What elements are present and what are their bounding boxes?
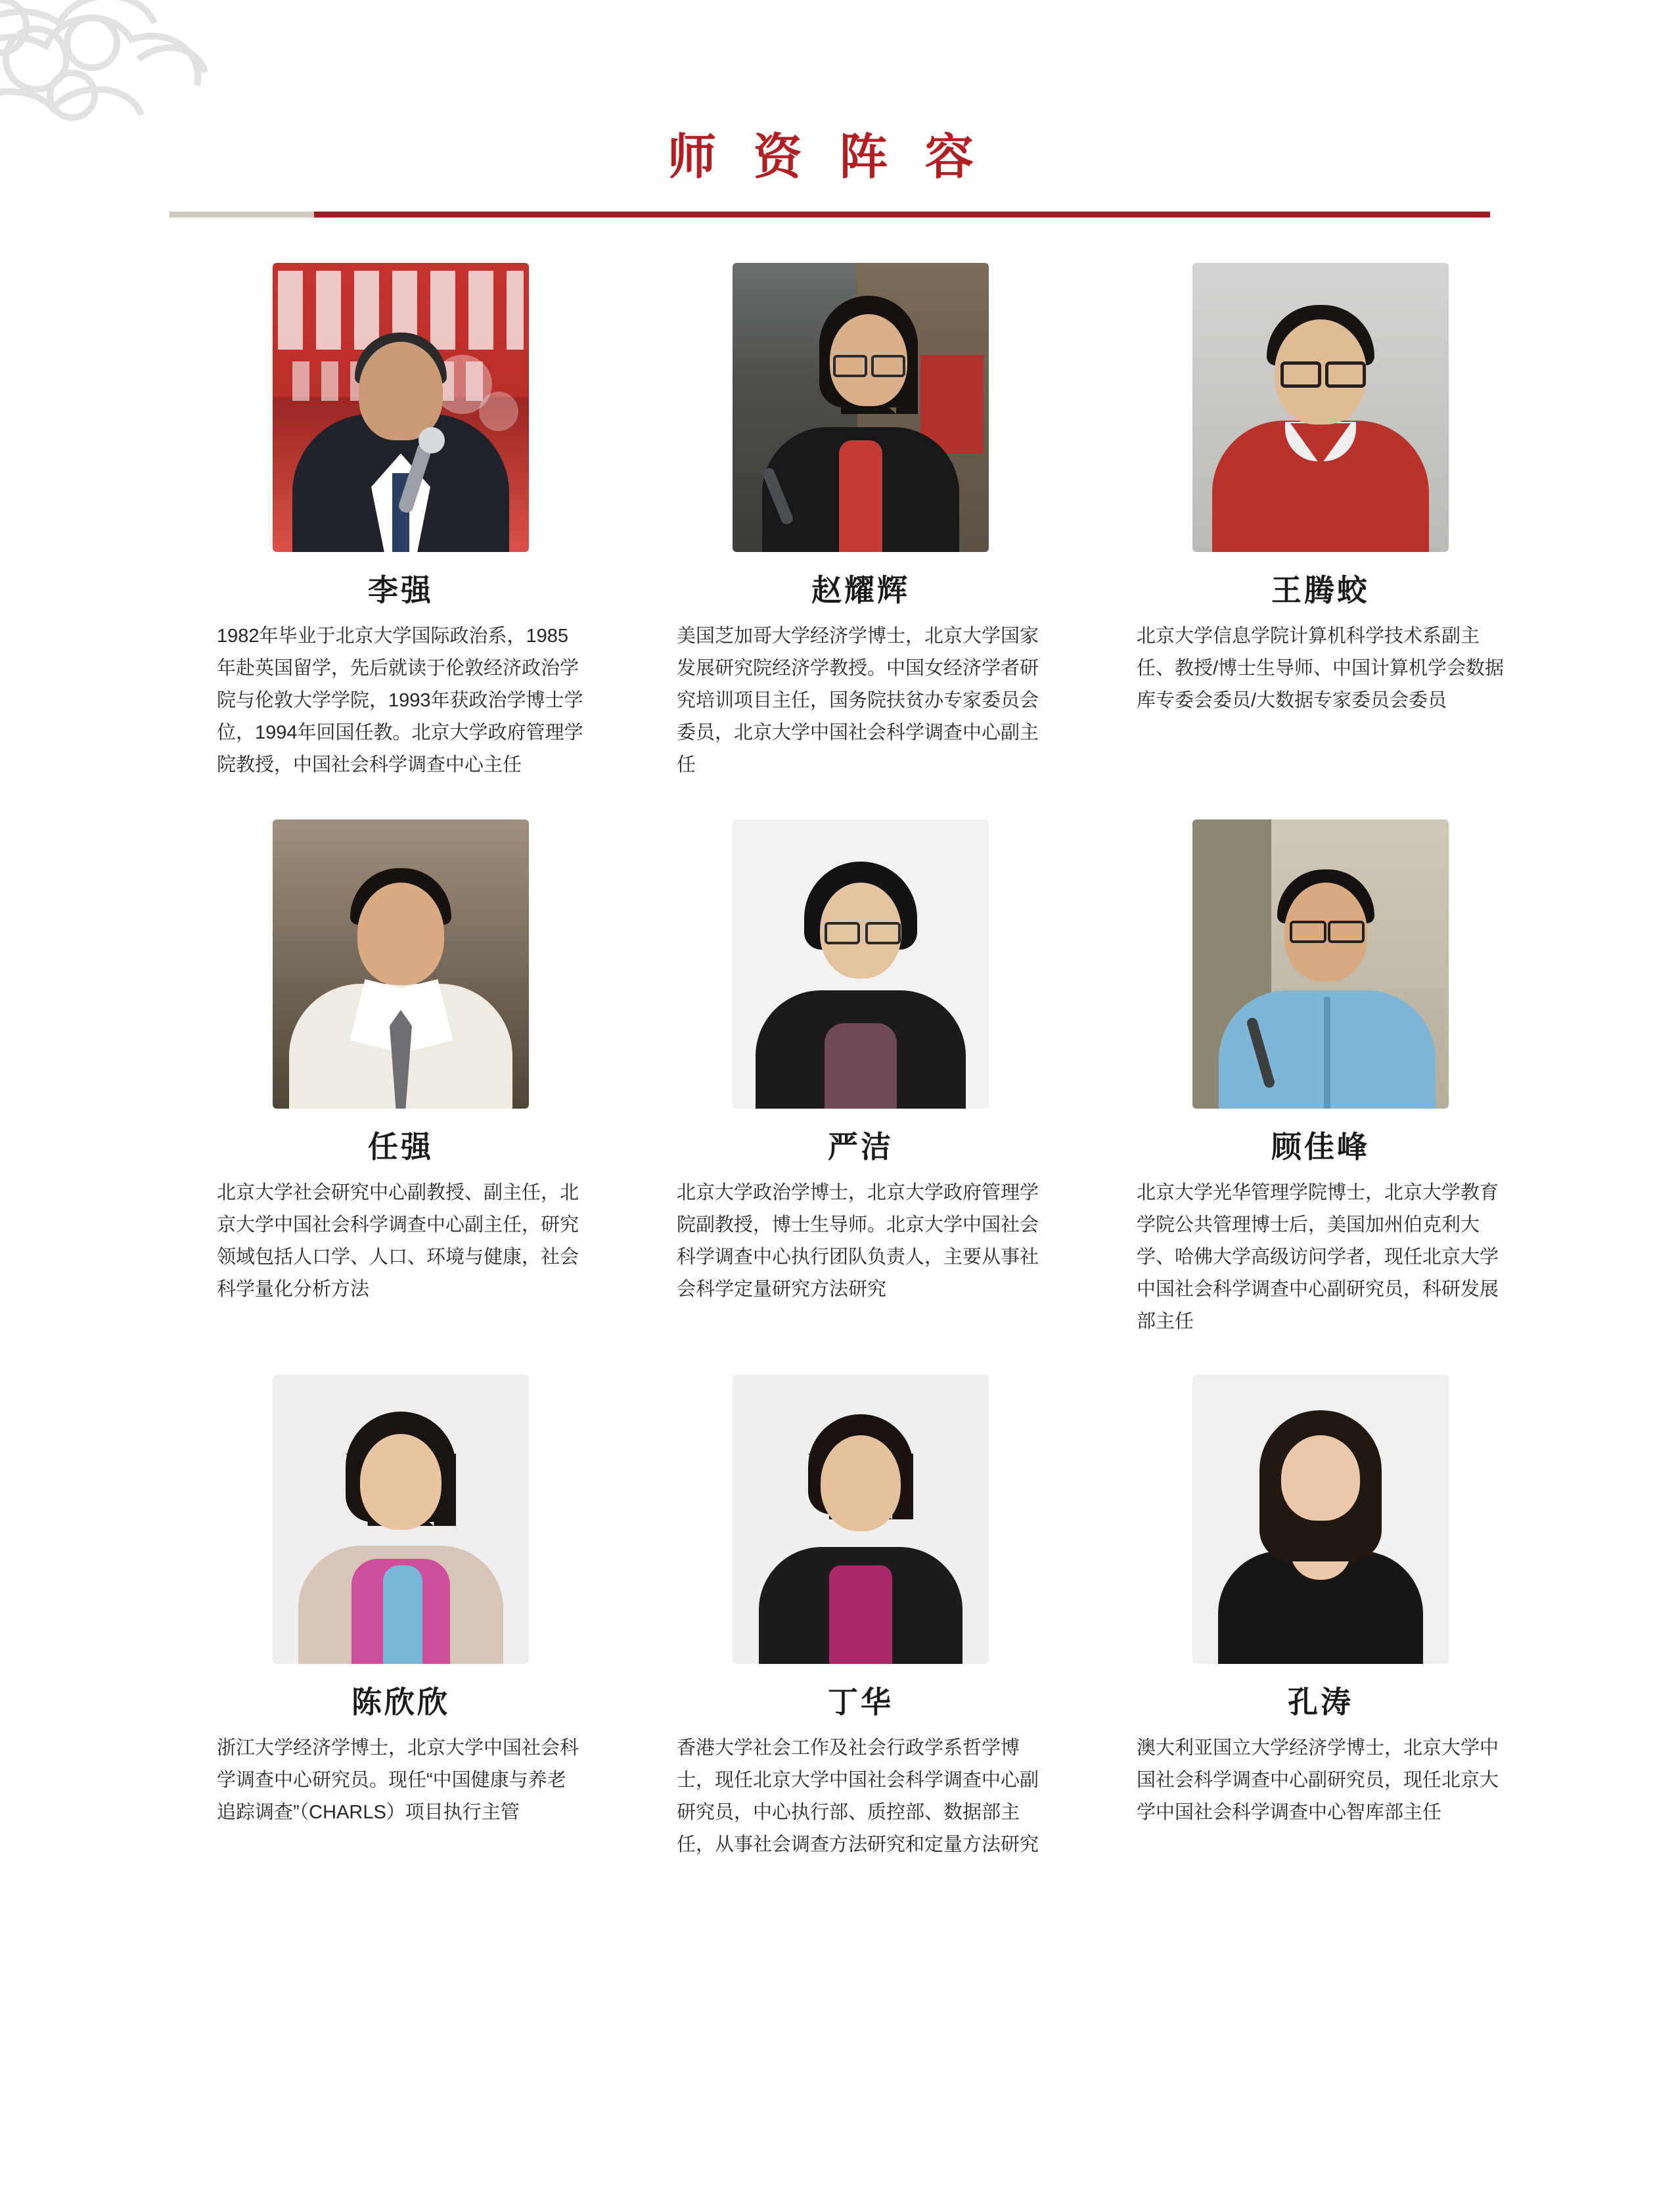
faculty-name: 严洁 <box>828 1130 894 1164</box>
title-divider <box>170 212 1490 218</box>
faculty-bio: 美国芝加哥大学经济学博士，北京大学国家发展研究院经济学教授。中国女经济学者研究培训项目主任，国务院扶贫办专家委员会委员，北京大学中国社会科学调查中心副主任 <box>677 626 1039 775</box>
faculty-name: 陈欣欣 <box>351 1685 450 1719</box>
photo-frame <box>733 1375 989 1664</box>
faculty-bio: 澳大利亚国立大学经济学博士，北京大学中国社会科学调查中心副研究员，现任北京大学中国社会科学调查中心智库部主任 <box>1137 1738 1499 1823</box>
portrait-yan-jie <box>733 819 989 1109</box>
portrait-ding-hua <box>733 1375 989 1664</box>
faculty-card-zhao-yaohui[interactable] <box>650 263 1071 781</box>
portrait-wang-tengjiao <box>1192 263 1449 552</box>
faculty-bio: 浙江大学经济学博士，北京大学中国社会科学调查中心研究员。现任“中国健康与养老追踪调查”（CHARLS）项目执行主管 <box>217 1738 579 1823</box>
faculty-name: 丁华 <box>828 1685 894 1719</box>
faculty-row <box>0 1375 1653 1861</box>
photo-frame <box>733 263 989 552</box>
photo-frame <box>273 819 529 1109</box>
faculty-name: 赵耀辉 <box>811 573 910 607</box>
faculty-card-gu-jiafeng[interactable] <box>1110 819 1531 1338</box>
faculty-bio: 北京大学信息学院计算机科学技术系副主任、教授/博士生导师、中国计算机学会数据库专委会委员/大数据专家委员会委员 <box>1137 626 1505 711</box>
portrait-zhao-yaohui <box>733 263 989 552</box>
faculty-card-ren-qiang[interactable] <box>191 819 611 1306</box>
page-title: 师 资 阵 容 <box>668 129 985 184</box>
faculty-bio: 1982年毕业于北京大学国际政治系，1985年赴英国留学，先后就读于伦敦经济政治学院与伦敦大学学院，1993年获政治学博士学位，1994年回国任教。北京大学政府管理学院教授，中国社会科学调查中心主任 <box>217 626 583 775</box>
faculty-name: 李强 <box>368 573 434 607</box>
portrait-kong-tao <box>1192 1375 1449 1664</box>
faculty-bio: 北京大学政治学博士，北京大学政府管理学院副教授，博士生导师。北京大学中国社会科学调查中心执行团队负责人，主要从事社会科学定量研究方法研究 <box>677 1182 1039 1300</box>
photo-frame <box>273 1375 529 1664</box>
photo-frame <box>1192 263 1449 552</box>
photo-frame <box>1192 819 1449 1109</box>
faculty-card-li-qiang[interactable] <box>191 263 611 781</box>
faculty-bio: 北京大学社会研究中心副教授、副主任，北京大学中国社会科学调查中心副主任，研究领域包括人口学、人口、环境与健康，社会科学量化分析方法 <box>217 1182 579 1300</box>
faculty-bio: 北京大学光华管理学院博士，北京大学教育学院公共管理博士后，美国加州伯克利大学、哈佛大学高级访问学者，现任北京大学中国社会科学调查中心副研究员，科研发展部主任 <box>1137 1182 1499 1332</box>
faculty-card-kong-tao[interactable] <box>1110 1375 1531 1829</box>
photo-frame <box>1192 1375 1449 1664</box>
portrait-gu-jiafeng <box>1192 819 1449 1109</box>
photo-frame <box>733 819 989 1109</box>
faculty-bio: 香港大学社会工作及社会行政学系哲学博士，现任北京大学中国社会科学调查中心副研究员，中心执行部、质控部、数据部主任，从事社会调查方法研究和定量方法研究 <box>677 1738 1039 1855</box>
faculty-name: 王腾蛟 <box>1271 573 1370 607</box>
faculty-row <box>0 819 1653 1338</box>
faculty-name: 顾佳峰 <box>1271 1130 1370 1164</box>
faculty-card-chen-xinxin[interactable] <box>191 1375 611 1829</box>
faculty-grid <box>0 263 1653 1861</box>
faculty-name: 任强 <box>368 1130 434 1164</box>
portrait-chen-xinxin <box>273 1375 529 1664</box>
faculty-card-yan-jie[interactable] <box>650 819 1071 1306</box>
faculty-card-ding-hua[interactable] <box>650 1375 1071 1861</box>
faculty-card-wang-tengjiao[interactable] <box>1110 263 1531 717</box>
faculty-name: 孔涛 <box>1288 1685 1353 1719</box>
portrait-ren-qiang <box>273 819 529 1109</box>
photo-frame <box>273 263 529 552</box>
faculty-row <box>0 263 1653 781</box>
portrait-li-qiang <box>273 263 529 552</box>
